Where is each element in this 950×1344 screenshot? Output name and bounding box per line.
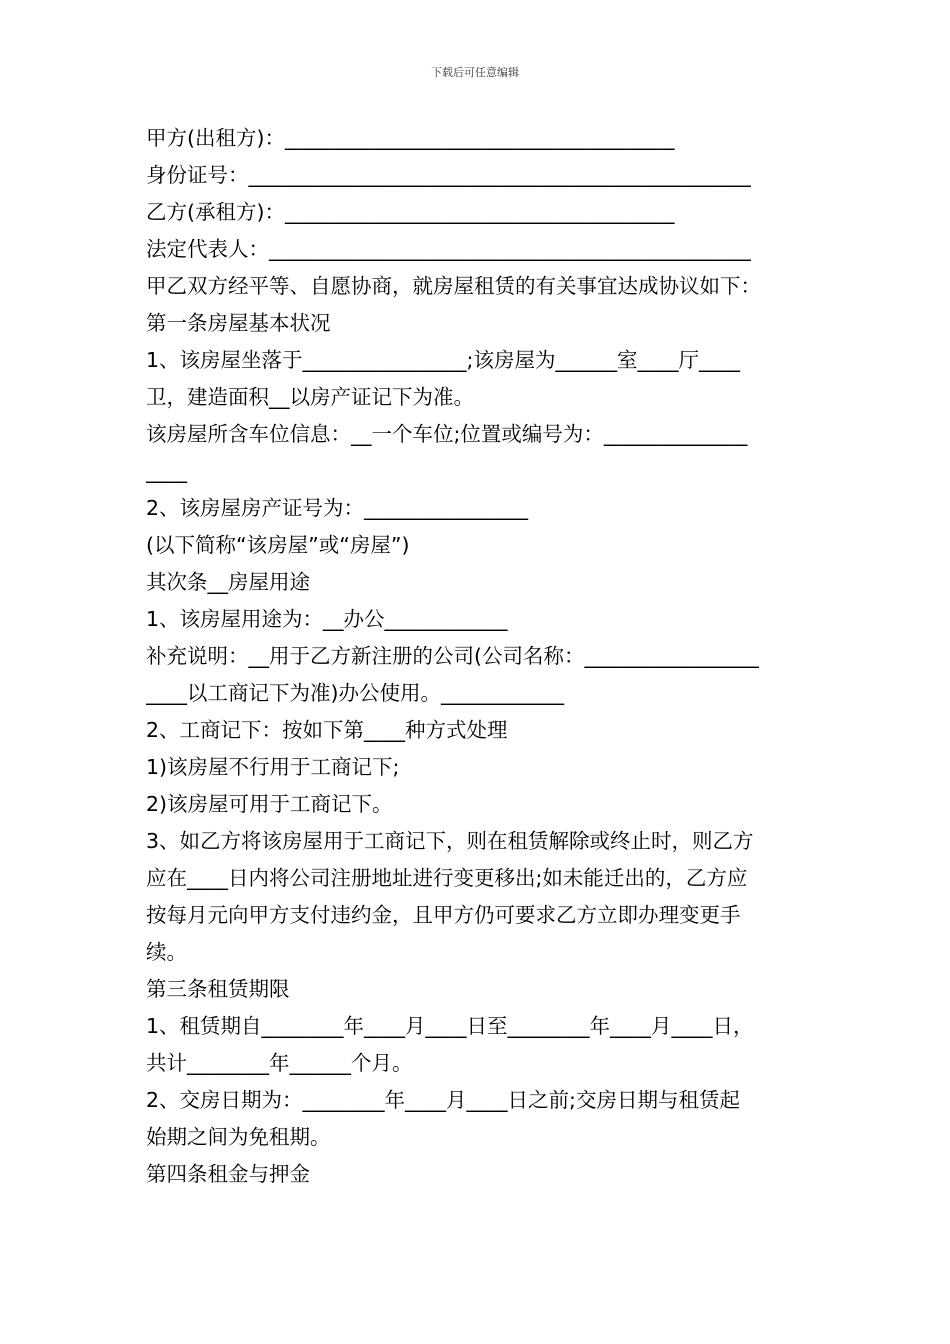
document-body [146,120,814,1193]
clause-3-1-line-1: 1、租赁期自________年____月____日至________年____月____日， [146,1014,754,1038]
abbreviation-note-line: (以下简称“该房屋”或“房屋”) [146,533,410,557]
parking-info-line-2: ____ [146,459,187,483]
party-b-lessee-line: 乙方(承租方)：______________________________________ [146,200,675,224]
option-1-line: 1)该房屋不行用于工商记下; [146,755,400,779]
party-a-lessor-line: 甲方(出租方)：______________________________________ [146,126,675,150]
clause-1-2-line: 2、该房屋房产证号为：________________ [146,496,529,520]
clause-2-3-line-3: 按每月元向甲方支付违约金，且甲方仍可要求乙方立即办理变更手 [146,903,741,927]
clause-1-1-line-1: 1、该房屋坐落于________________;该房屋为______室____厅____ [146,348,740,372]
preamble-line: 甲乙双方经平等、自愿协商，就房屋租赁的有关事宜达成协议如下： [146,274,761,298]
clause-1-1-line-2: 卫，建造面积__以房产证记下为准。 [146,385,474,409]
clause-3-1-line-2: 共计________年______个月。 [146,1051,413,1075]
legal-representative-line: 法定代表人：_______________________________________________ [146,237,751,261]
article-1-heading: 第一条房屋基本状况 [146,311,331,335]
article-3-heading: 第三条租赁期限 [146,977,290,1001]
id-number-line: 身份证号：_________________________________________________ [146,163,751,187]
parking-info-line-1: 该房屋所含车位信息：__一个车位;位置或编号为：______________ [146,422,748,446]
clause-2-3-line-2: 应在____日内将公司注册地址进行变更移出;如未能迁出的，乙方应 [146,866,748,890]
supplement-line-2: ____以工商记下为准)办公使用。____________ [146,681,564,705]
clause-2-2-line: 2、工商记下：按如下第____种方式处理 [146,718,508,742]
clause-2-3-line-1: 3、如乙方将该房屋用于工商记下，则在租赁解除或终止时，则乙方 [146,829,754,853]
clause-2-3-line-4: 续。 [146,940,187,964]
supplement-line-1: 补充说明：__用于乙方新注册的公司(公司名称：_________________ [146,644,759,668]
clause-3-2-line-2: 始期之间为免租期。 [146,1125,331,1149]
article-4-heading: 第四条租金与押金 [146,1162,310,1186]
clause-2-1-line: 1、该房屋用途为：__办公____________ [146,607,508,631]
page-header: 下载后可任意编辑 [431,66,519,79]
clause-3-2-line-1: 2、交房日期为：________年____月____日之前;交房日期与租赁起 [146,1088,740,1112]
article-2-heading: 其次条__房屋用途 [146,570,310,594]
option-2-line: 2)该房屋可用于工商记下。 [146,792,393,816]
